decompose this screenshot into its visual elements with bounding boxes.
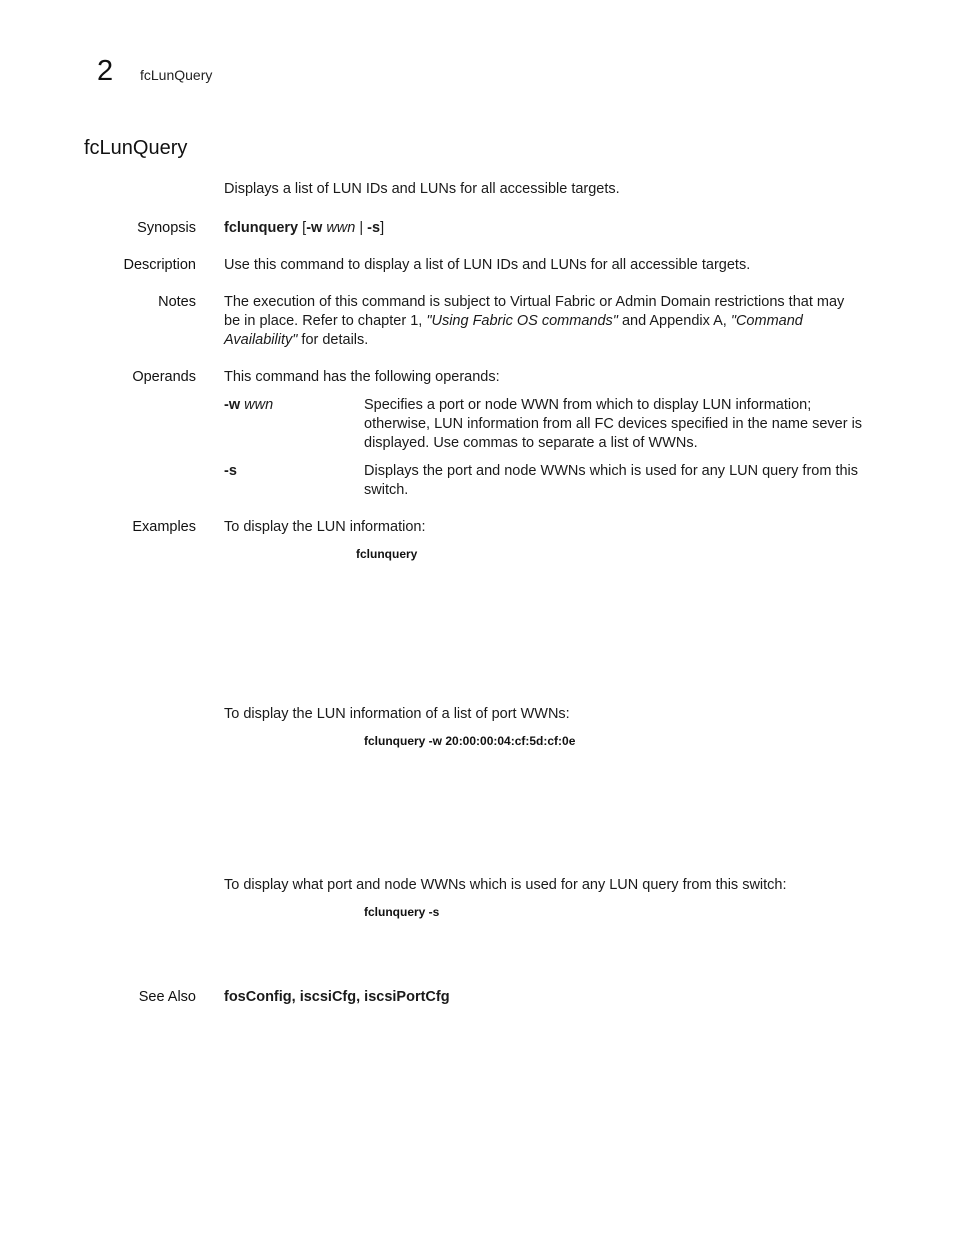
examples-label: Examples — [132, 519, 196, 535]
synopsis-opt-s: -s — [367, 220, 381, 236]
page-title: fcLunQuery — [84, 137, 188, 159]
description-label: Description — [123, 257, 196, 273]
synopsis-pipe: | — [355, 220, 368, 236]
example-command-1: fclunquery — [356, 547, 418, 561]
notes-label: Notes — [158, 294, 196, 310]
notes-text-span: be in place. Refer to chapter 1, — [224, 313, 427, 329]
operand-term-s — [224, 462, 237, 481]
operand-desc-line: Displays the port and node WWNs which is used for any LUN query from this — [364, 463, 859, 479]
example-text-3: To display what port and node WWNs which is used for any LUN query from this switch: — [224, 877, 787, 893]
operand-desc-line: otherwise, LUN information from all FC devices specified in the name sever is — [364, 416, 863, 432]
operand-flag: -s — [224, 463, 237, 479]
operand-term-w — [224, 396, 273, 415]
synopsis-close-bracket: ] — [380, 220, 385, 236]
example-text-1: To display the LUN information: — [224, 519, 426, 535]
synopsis-opt-w: -w — [306, 220, 323, 236]
chapter-number: 2 — [97, 55, 114, 87]
notes-text — [224, 293, 844, 350]
description-text: Use this command to display a list of LUN IDs and LUNs for all accessible targets. — [224, 257, 751, 273]
operands-label: Operands — [132, 369, 196, 385]
operand-desc-w — [364, 396, 862, 453]
example-command-3: fclunquery -s — [364, 905, 440, 919]
synopsis-open-bracket: [ — [298, 220, 307, 236]
notes-text-span: for details. — [297, 332, 369, 348]
see-also-label: See Also — [138, 989, 196, 1005]
notes-reference-chapter: "Using Fabric OS commands" — [426, 313, 618, 329]
operand-desc-line: switch. — [364, 482, 409, 498]
notes-reference-appendix-cont: Availability" — [224, 332, 298, 348]
example-command-2: fclunquery -w 20:00:00:04:cf:5d:cf:0e — [364, 734, 576, 748]
operand-desc-line: Specifies a port or node WWN from which to display LUN information; — [364, 397, 812, 413]
example-text-2: To display the LUN information of a list of port WWNs: — [224, 706, 570, 722]
notes-line-2 — [224, 312, 844, 331]
see-also-links: fosConfig, iscsiCfg, iscsiPortCfg — [224, 989, 450, 1005]
synopsis-label: Synopsis — [137, 220, 196, 236]
synopsis-arg-wwn: wwn — [326, 220, 356, 236]
operand-arg: wwn — [244, 397, 274, 413]
operand-flag: -w — [224, 397, 241, 413]
operand-desc-s — [364, 462, 858, 500]
notes-text-span: and Appendix A, — [617, 313, 731, 329]
notes-line-1: The execution of this command is subject to Virtual Fabric or Admin Domain restrictions that may — [224, 294, 845, 310]
running-header-title: fcLunQuery — [140, 67, 213, 83]
intro-text: Displays a list of LUN IDs and LUNs for all accessible targets. — [224, 181, 620, 197]
notes-line-3 — [224, 331, 844, 350]
synopsis-command: fclunquery — [224, 220, 299, 236]
synopsis-line — [224, 219, 384, 238]
operand-desc-line: displayed. Use commas to separate a list of WWNs. — [364, 435, 698, 451]
notes-reference-appendix: "Command — [730, 313, 803, 329]
operands-intro: This command has the following operands: — [224, 369, 500, 385]
